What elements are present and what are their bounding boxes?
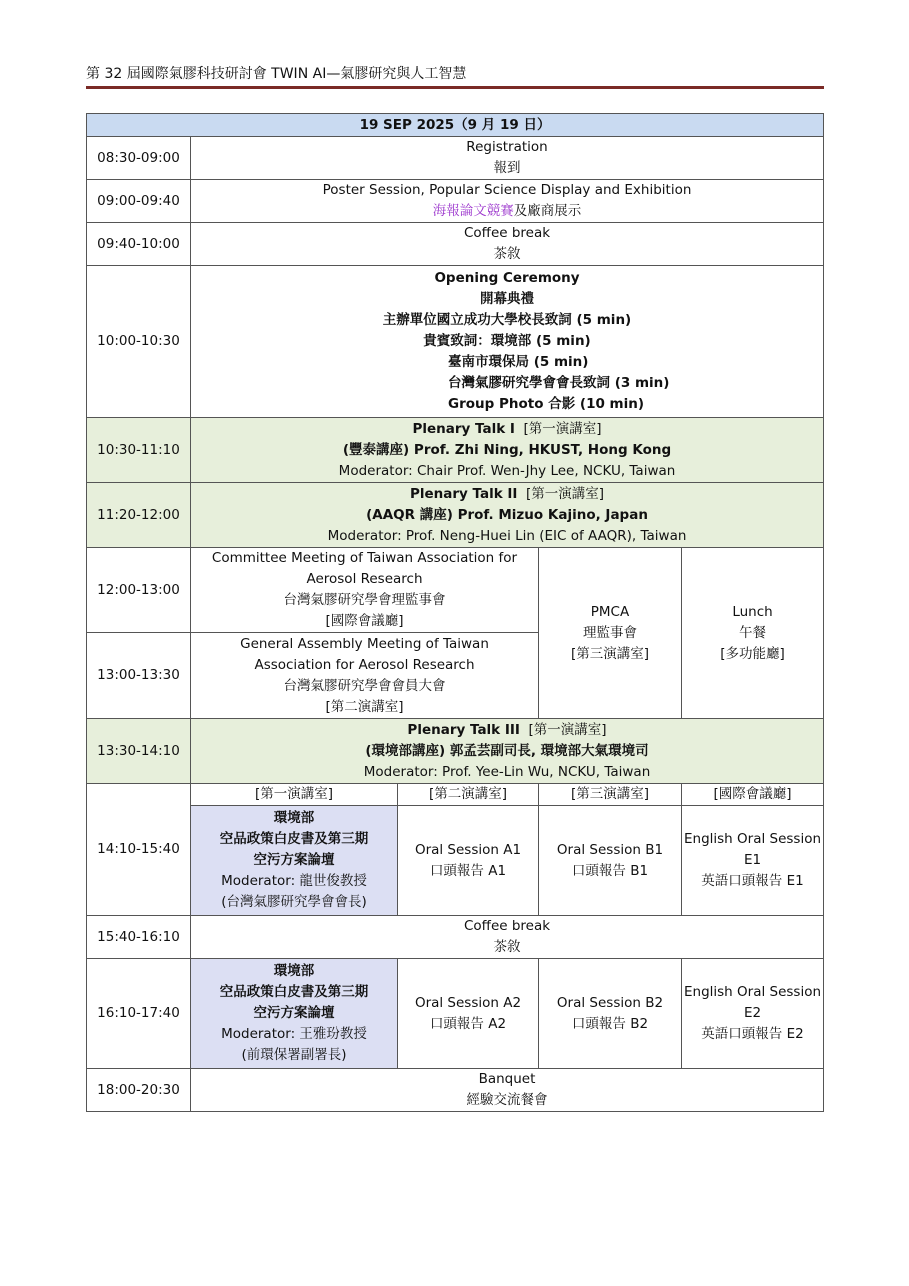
meeting-line: 台灣氣膠研究學會理監事會 — [283, 592, 446, 608]
meeting-line: 台灣氣膠研究學會會員大會 — [283, 677, 446, 694]
registration-cell — [191, 137, 824, 180]
time-cell: 18:00-20:30 — [87, 1069, 191, 1112]
oral-session-a1-cell — [398, 806, 539, 916]
time-cell: 15:40-16:10 — [87, 916, 191, 959]
session-title: English Oral Session — [683, 984, 822, 1000]
meeting-line: General Assembly Meeting of Taiwan — [240, 635, 489, 652]
meeting-line: Aerosol Research — [306, 571, 423, 587]
page-header: 第 32 屆國際氣膠科技研討會 TWIN AI—氣膠研究與人工智慧 — [86, 66, 467, 82]
forum-host: 環境部 — [273, 963, 315, 979]
session-title: Oral Session A2 — [414, 994, 522, 1011]
schedule-table — [86, 113, 824, 1112]
banquet-cell — [191, 1069, 824, 1112]
plenary-talk-cell — [191, 483, 824, 548]
time-cell: 10:30-11:10 — [87, 418, 191, 483]
pmca-cell — [539, 548, 682, 719]
room-header: [第二演講室] — [398, 784, 539, 806]
plenary-moderator: Moderator: Prof. Yee-Lin Wu, NCKU, Taiwan — [363, 763, 651, 780]
time-cell: 09:40-10:00 — [87, 223, 191, 266]
time-cell: 16:10-17:40 — [87, 959, 191, 1069]
committee-meeting-cell — [191, 548, 539, 633]
forum-moderator-title: (台灣氣膠研究學會會長) — [221, 894, 367, 910]
forum-title: 空污方案論壇 — [253, 1005, 335, 1021]
plenary-moderator: Moderator: Prof. Neng-Huei Lin (EIC of AAQR), Taiwan — [327, 527, 687, 544]
session-subtitle: 口頭報告 A1 — [429, 862, 507, 879]
plenary-talk-cell — [191, 418, 824, 483]
event-subtitle — [191, 201, 823, 222]
coffee-break-cell — [191, 916, 824, 959]
plenary-speaker: (豐泰講座) Prof. Zhi Ning, HKUST, Hong Kong — [342, 441, 672, 458]
event-title: Coffee break — [463, 918, 551, 934]
room-label: [多功能廳] — [720, 645, 785, 662]
plenary-speaker: (AAQR 講座) Prof. Mizuo Kajino, Japan — [366, 506, 648, 523]
poster-competition-link: 海報論文競賽 — [432, 203, 514, 219]
session-title: English Oral Session — [683, 831, 822, 847]
room-label: [第一演講室] — [528, 721, 607, 738]
ceremony-subtitle: 開幕典禮 — [480, 291, 534, 307]
session-subtitle: 英語口頭報告 E1 — [701, 873, 804, 889]
policy-forum-cell — [191, 806, 398, 916]
meeting-line: Association for Aerosol Research — [254, 656, 475, 673]
forum-moderator-title: (前環保署副署長) — [241, 1047, 347, 1063]
plenary-title: Plenary Talk I — [412, 420, 515, 437]
event-subtitle: 茶敘 — [493, 939, 521, 955]
lunch-title: Lunch — [732, 603, 773, 620]
room-label: [國際會議廳] — [325, 613, 404, 629]
event-subtitle: 經驗交流餐會 — [466, 1092, 548, 1108]
meeting-line: Committee Meeting of Taiwan Association for — [211, 550, 518, 566]
event-title: Coffee break — [463, 225, 551, 241]
day-header: 19 SEP 2025（9 月 19 日） — [87, 114, 824, 137]
event-title: Registration — [466, 139, 548, 155]
session-title: Oral Session B2 — [556, 994, 664, 1011]
time-cell: 09:00-09:40 — [87, 180, 191, 223]
room-label: [第二演講室] — [325, 698, 404, 715]
pmca-subtitle: 理監事會 — [583, 624, 637, 641]
general-assembly-cell — [191, 633, 539, 719]
time-cell: 13:00-13:30 — [87, 633, 191, 719]
forum-title: 空污方案論壇 — [253, 852, 335, 868]
session-subtitle: 口頭報告 B1 — [571, 862, 649, 879]
room-label: [第一演講室] — [523, 420, 602, 437]
lunch-subtitle: 午餐 — [739, 624, 766, 641]
session-title: Oral Session A1 — [414, 841, 522, 858]
time-cell: 13:30-14:10 — [87, 719, 191, 784]
time-cell: 14:10-15:40 — [87, 784, 191, 916]
ceremony-item: 台灣氣膠研究學會會長致詞 (3 min) — [448, 375, 670, 391]
room-label: [第一演講室] — [526, 485, 605, 502]
event-title: Poster Session, Popular Science Display and Exhibition — [322, 182, 692, 198]
oral-session-b1-cell — [539, 806, 682, 916]
event-title: Banquet — [478, 1071, 536, 1087]
time-cell: 12:00-13:00 — [87, 548, 191, 633]
policy-forum-cell — [191, 959, 398, 1069]
ceremony-item: 臺南市環保局 (5 min) — [448, 354, 589, 370]
plenary-moderator: Moderator: Chair Prof. Wen-Jhy Lee, NCKU, Taiwan — [338, 462, 676, 479]
pmca-title: PMCA — [590, 603, 630, 620]
event-subtitle: 茶敘 — [493, 246, 521, 262]
room-label: [第三演講室] — [570, 645, 650, 662]
room-header: [第三演講室] — [539, 784, 682, 806]
ceremony-item: 主辦單位國立成功大學校長致詞 (5 min) — [382, 312, 632, 328]
forum-title: 空品政策白皮書及第三期 — [219, 984, 369, 1000]
session-code: E2 — [743, 1005, 762, 1021]
plenary-title: Plenary Talk III — [407, 721, 520, 738]
plenary-speaker: (環境部講座) 郭孟芸副司長, 環境部大氣環境司 — [365, 742, 649, 759]
forum-moderator: Moderator: 王雅玢教授 — [221, 1026, 367, 1042]
plenary-talk-cell — [191, 719, 824, 784]
plenary-title: Plenary Talk II — [409, 485, 518, 502]
session-subtitle: 英語口頭報告 E2 — [701, 1026, 804, 1042]
session-subtitle: 口頭報告 A2 — [429, 1015, 507, 1032]
english-session-e1-cell — [682, 806, 824, 916]
forum-title: 空品政策白皮書及第三期 — [219, 831, 369, 847]
room-header: [國際會議廳] — [682, 784, 824, 806]
forum-moderator: Moderator: 龍世俊教授 — [221, 873, 367, 889]
ceremony-title: Opening Ceremony — [434, 270, 580, 286]
lunch-cell — [682, 548, 824, 719]
session-code: E1 — [743, 852, 762, 868]
poster-session-cell — [191, 180, 824, 223]
time-cell: 08:30-09:00 — [87, 137, 191, 180]
header-rule — [86, 86, 824, 89]
session-subtitle: 口頭報告 B2 — [571, 1015, 649, 1032]
session-title: Oral Session B1 — [556, 841, 664, 858]
event-subtitle-rest: 及廠商展示 — [513, 203, 582, 219]
opening-ceremony-cell — [191, 266, 824, 418]
ceremony-item: 貴賓致詞：環境部 (5 min) — [423, 333, 591, 349]
time-cell: 10:00-10:30 — [87, 266, 191, 418]
ceremony-item: Group Photo 合影 (10 min) — [448, 396, 645, 412]
room-header: [第一演講室] — [191, 784, 398, 806]
coffee-break-cell — [191, 223, 824, 266]
event-subtitle: 報到 — [493, 160, 521, 176]
time-cell: 11:20-12:00 — [87, 483, 191, 548]
english-session-e2-cell — [682, 959, 824, 1069]
oral-session-a2-cell — [398, 959, 539, 1069]
oral-session-b2-cell — [539, 959, 682, 1069]
forum-host: 環境部 — [273, 810, 315, 826]
